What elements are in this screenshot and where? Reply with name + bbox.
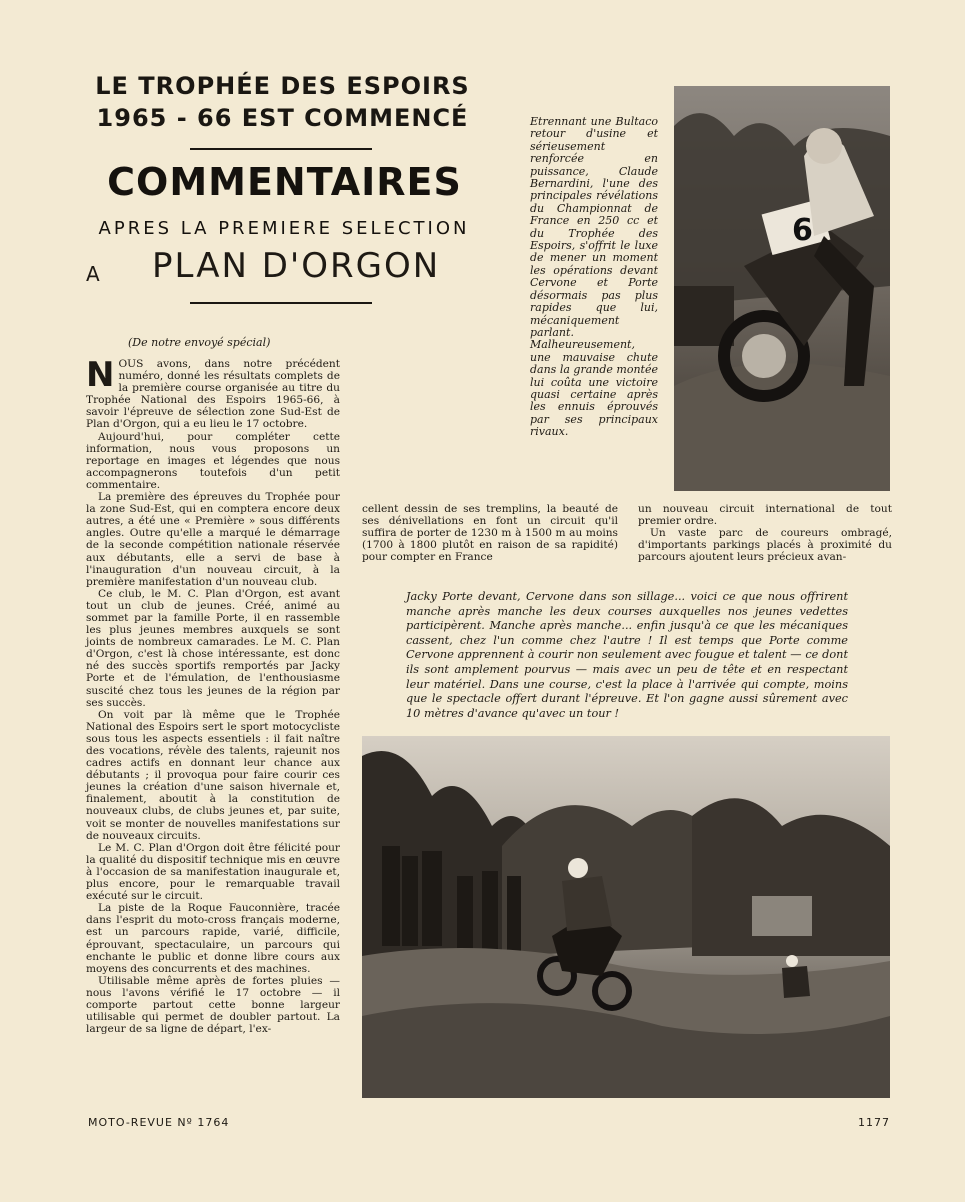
photo-race-crowd: [362, 736, 890, 1098]
photo-race-crowd-image: [362, 736, 890, 1098]
paragraph-4: Ce club, le M. C. Plan d'Orgon, est avant tout un club de jeunes. Créé, animé au sommet par la famille Porte, il en rassemble les plus jeunes membres auxquels se sont joints de nombreux camarades. Le M. C. Plan d'Orgon, c'est là chose intéressante, est donc né des succès sportifs remportés par Jacky Porte et de l'émulation, de l'enthousiasme suscité chez tous les jeunes de la région par ses succès.: [86, 587, 340, 709]
paragraph-6: Le M. C. Plan d'Orgon doit être félicité pour la qualité du dispositif technique mis en œuvre à l'occasion de sa manifestation inaugurale et, plus encore, pour le remarquable travail exécuté sur le circuit.: [86, 841, 340, 903]
place-prefix: A: [86, 262, 100, 286]
photo-caption-bottom: Jacky Porte devant, Cervone dans son sillage... voici ce que nous offrirent manche après manche les deux courses auxquelles nos jeunes vedettes participèrent. Manche après manche... enfin jusqu'à ce que les mécaniques cassent, chez l'un comme chez l'autre ! Il est temps que Porte comme Cervone apprennent à courir non seulement avec fougue et talent — ce dont ils sont amplement pourvus — mais avec un peu de tête et en respectant leur matériel. Dans une course, c'est la place à l'arrivée qui compte, moins que le spectacle offert durant l'épreuve. Et l'on gagne aussi sûrement avec 10 mètres d'avance qu'avec un tour !: [406, 590, 848, 720]
paragraph-5: On voit par là même que le Trophée National des Espoirs sert le sport motocycliste sous tous les aspects essentiels : il fait naître des vocations, révèle des talents, rajeunit nos cadres actifs en donnant leur chance aux débutants ; il provoqua pour faire courir ces jeunes la création d'une saison hivernale et, finalement, aboutit à la constitution de nouveaux clubs, de clubs jeunes et, par suite, voit se monter de nouvelles manifestations sur de nouveaux circuits.: [86, 708, 340, 842]
paragraph-8: Utilisable même après de fortes pluies — nous l'avons vérifié le 17 octobre — il comporte partout cette bonne largeur utilisable qui permet de doubler partout. La largeur de sa ligne de départ, l'ex-: [86, 974, 340, 1036]
footer-page-number: 1177: [858, 1116, 890, 1129]
byline: (De notre envoyé spécial): [128, 336, 271, 349]
article-column-2: [362, 503, 618, 563]
article-column-1: [86, 355, 340, 1036]
paragraph-3: La première des épreuves du Trophée pour la zone Sud-Est, qui en comptera encore deux autres, a été une « Première » sous différents angles. Outre qu'elle a marqué le démarrage de la seconde compétition nationale réservée aux débutants, elle a servi de base à l'inauguration d'un nouveau circuit, à la première manifestation d'un nouveau club.: [86, 491, 340, 588]
photo-caption-top: Etrennant une Bultaco retour d'usine et sérieusement renforcée en puissance, Claude Bernardini, l'une des principales révélations du Championnat de France en 250 cc et du Trophée des Espoirs, s'offrit le luxe de mener un moment les opérations devant Cervone et Porte désormais pas plus rapides que lui, mécaniquement parlant. Malheureusement, une mauvaise chute dans la grande montée lui coûta une victoire quasi certaine après les ennuis éprouvés par ses principaux rivaux.: [530, 115, 658, 439]
photo-bultaco-jump: [674, 86, 890, 491]
paragraph-7: La piste de la Roque Fauconnière, tracée dans l'esprit du moto-cross français moderne, est un parcours rapide, varié, difficile, éprouvant, spectaculaire, un parcours qui enchante le public et donne libre cours aux moyens des concurrents et des machines.: [86, 902, 340, 975]
kicker-line-1: LE TROPHÉE DES ESPOIRS: [95, 72, 470, 100]
kicker-line-2: 1965 - 66 EST COMMENCÉ: [96, 104, 469, 132]
place-title: PLAN D'ORGON: [152, 246, 441, 286]
paragraph-1: OUS avons, dans notre précédent numéro, donné les résultats complets de la première course organisée au titre du Trophée National des Espoirs 1965-66, à savoir l'épreuve de sélection zone Sud-Est de Plan d'Orgon, qui a eu lieu le 17 octobre.: [86, 358, 340, 431]
main-title: COMMENTAIRES: [107, 160, 462, 204]
subtitle: APRES LA PREMIERE SELECTION: [98, 218, 470, 239]
article-column-3: [638, 503, 892, 563]
photo-bultaco-jump-image: [674, 86, 890, 491]
header-rule-bottom: [190, 302, 372, 304]
column-3-paragraph-2: Un vaste parc de coureurs ombragé, d'importants parkings placés à proximité du parcours ajoutent leurs précieux avan-: [638, 527, 892, 564]
column-3-paragraph-1: un nouveau circuit international de tout premier ordre.: [638, 503, 892, 528]
drop-cap: N: [86, 355, 115, 395]
number-plate-text: 6: [792, 213, 813, 248]
footer-magazine: MOTO-REVUE Nº 1764: [88, 1116, 230, 1129]
paragraph-2: Aujourd'hui, pour compléter cette information, nous vous proposons un reportage en images et légendes que nous accompagnerons toutefois d'un petit commentaire.: [86, 430, 340, 491]
header-rule-top: [190, 148, 372, 150]
column-2-text: cellent dessin de ses tremplins, la beauté de ses dénivellations en font un circuit qu'il suffira de porter de 1230 m à 1500 m au moins (1700 à 1800 plutôt en raison de sa rapidité) pour compter en France: [362, 503, 618, 564]
